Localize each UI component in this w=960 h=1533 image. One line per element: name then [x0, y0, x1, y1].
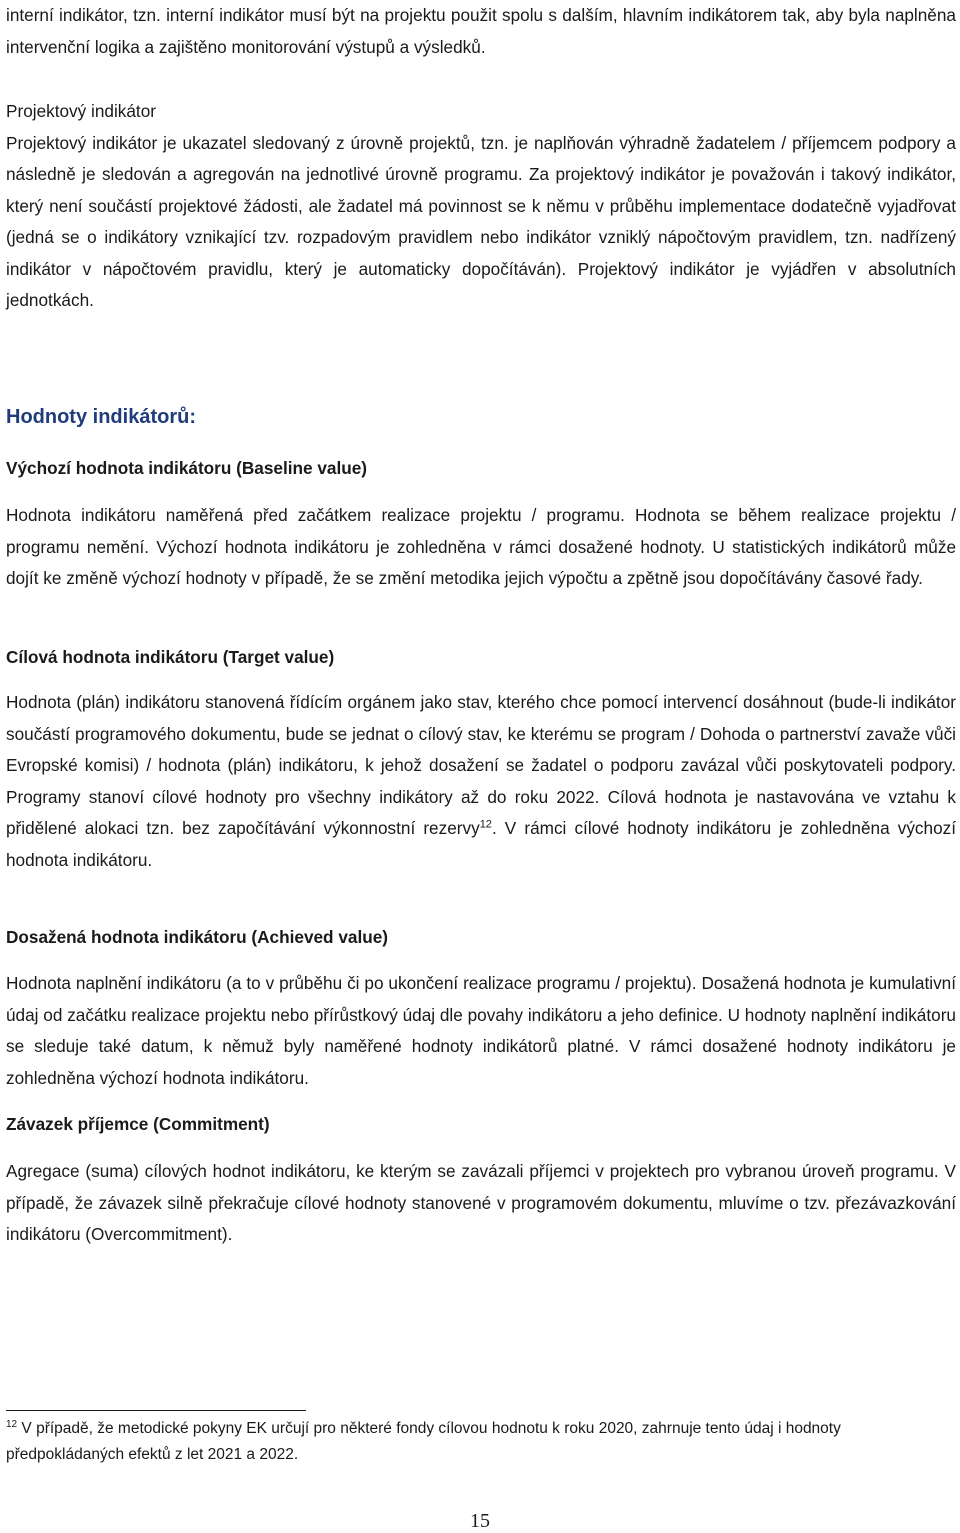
baseline-heading: Výchozí hodnota indikátoru (Baseline value)	[6, 458, 367, 478]
project-indicator-text: Projektový indikátor je ukazatel sledovaný z úrovně projektů, tzn. je naplňován výhradně žadatelem / příjemcem podpory a následně je sledován a agregován na jednotlivé úrovně programu. Za projektový indikátor je považován i takový indikátor, který není součástí projektové žádosti, ale žadatel má povinnost se k němu v průběhu implementace dodatečně vyjadřovat (jedná se o indikátory vznikající tzv. rozpadovým pravidlem nebo indikátor vzniklý nápočtovým pravidlem, tzn. nadřízený indikátor v nápočtovém pravidlu, který je automaticky dopočítáván). Projektový indikátor je vyjádřen v absolutních jednotkách.	[6, 132, 956, 310]
achieved-text: Hodnota naplnění indikátoru (a to v průběhu či po ukončení realizace programu / projektu). Dosažená hodnota je kumulativní údaj od začátku realizace projektu nebo přírůstkový údaj dle povahy indikátoru a jeho definice. U hodnoty naplnění indikátoru se sleduje také datum, k němuž byly naměřené hodnoty indikátorů platné. V rámci dosažené hodnoty indikátoru je zohledněna výchozí hodnota indikátoru.	[6, 973, 956, 1088]
project-indicator-section	[6, 96, 956, 317]
footnote-reference[interactable]: 12	[479, 818, 492, 831]
target-text	[6, 687, 956, 876]
footnote	[6, 1416, 956, 1468]
footnote-divider	[6, 1410, 306, 1411]
target-heading: Cílová hodnota indikátoru (Target value)	[6, 647, 335, 667]
values-heading: Hodnoty indikátorů:	[6, 406, 196, 428]
target-text-before: Hodnota (plán) indikátoru stanovená řídícím orgánem jako stav, kterého chce pomocí intervencí dosáhnout (bude-li indikátor součástí programového dokumentu, bude se jednat o cílový stav, ke kterému se program / Dohoda o partnerství zavaže vůči Evropské komisi) / hodnota (plán) indikátoru, k jehož dosažení se žadatel o podporu zavázal vůči poskytovateli podpory. Programy stanoví cílové hodnoty pro všechny indikátory až do roku 2022. Cílová hodnota je nastavována ve vztahu k přidělené alokaci tzn. bez započítávání výkonnostní rezervy	[6, 692, 956, 838]
intro-paragraph: interní indikátor, tzn. interní indikátor musí být na projektu použit spolu s dalším, hlavním indikátorem tak, aby byla naplněna intervenční logika a zajištěno monitorování výstupů a výsledků.	[6, 5, 956, 57]
footnote-number: 12	[6, 1418, 18, 1430]
baseline-text: Hodnota indikátoru naměřená před začátkem realizace projektu / programu. Hodnota se během realizace projektu / programu nemění. Výchozí hodnota indikátoru je zohledněna v rámci dosažené hodnoty. U statistických indikátorů může dojít ke změně výchozí hodnoty v případě, že se změní metodika jejich výpočtu a zpětně jsou dopočítávány časové řady.	[6, 505, 956, 588]
commitment-text: Agregace (suma) cílových hodnot indikátoru, ke kterým se zavázali příjemci v projektech pro vybranou úroveň programu. V případě, že závazek silně překračuje cílové hodnoty stanovené v programovém dokumentu, mluvíme o tzv. přezávazkování indikátoru (Overcommitment).	[6, 1161, 956, 1244]
commitment-heading: Závazek příjemce (Commitment)	[6, 1114, 270, 1134]
target-text-after: . V rámci cílové hodnoty indikátoru je zohledněna výchozí hodnota indikátoru.	[6, 818, 956, 870]
footnote-text: V případě, že metodické pokyny EK určují pro některé fondy cílovou hodnotu k roku 2020, zahrnuje tento údaj i hodnoty předpokládaných efektů z let 2021 a 2022.	[6, 1420, 841, 1463]
project-indicator-heading: Projektový indikátor	[6, 101, 156, 121]
achieved-heading: Dosažená hodnota indikátoru (Achieved value)	[6, 927, 389, 947]
page-number: 15	[470, 1510, 490, 1532]
